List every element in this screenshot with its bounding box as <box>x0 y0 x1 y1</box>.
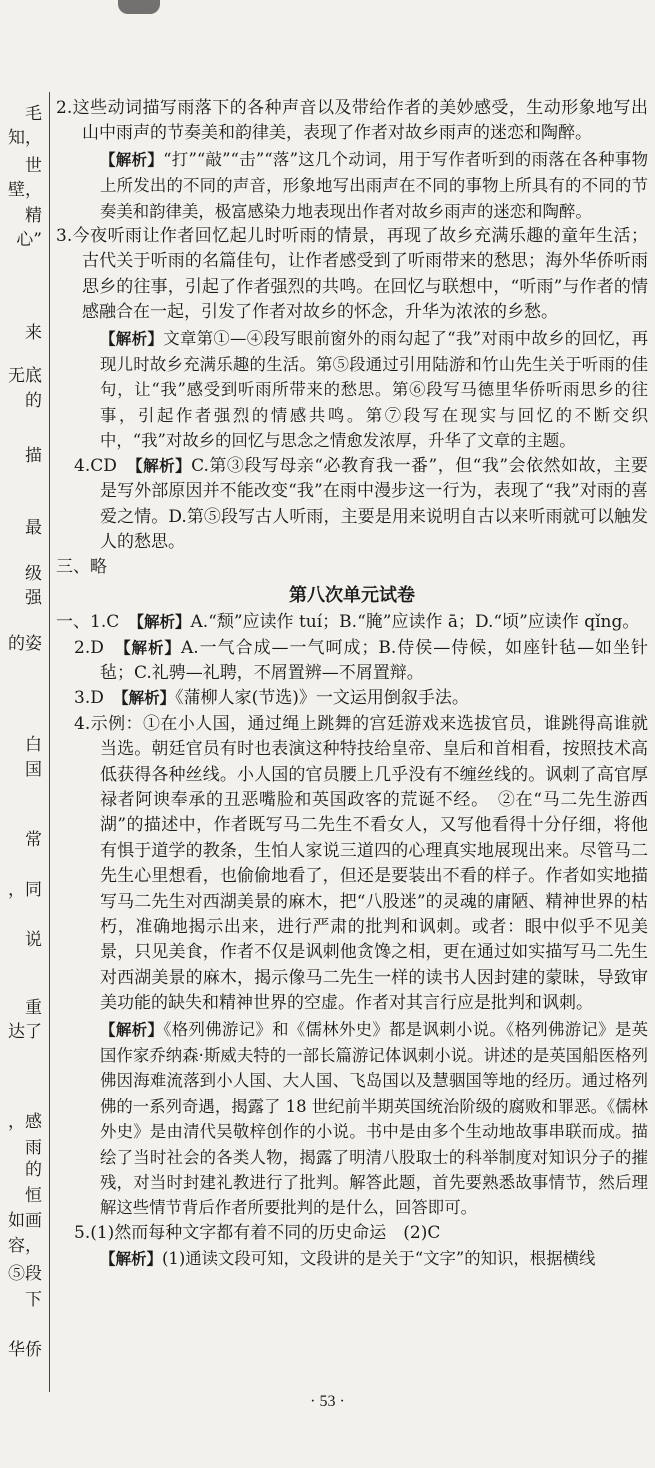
s5-answer: 5.(1)然而每种文字都有着不同的历史命运 (2)C <box>74 1222 441 1243</box>
left-column-fragment: 华侨 <box>8 1340 42 1360</box>
analysis-tag: 【解析】 <box>100 329 164 348</box>
s1-item <box>56 610 648 635</box>
q3-answer: 3.今夜听雨让作者回忆起儿时听雨的情景，再现了故乡充满乐趣的童年生活；古代关于听雨的名篇佳句，让作者感受到了听雨带来的愁思；海外华侨听雨思乡的往事，引起了作者强烈的共鸣。在回忆与联想中，“听雨”与作者的情感融合在一起，引发了作者对故乡的怀念，升华为浓浓的乡愁。 <box>56 226 648 323</box>
left-column-fragment: 毛 <box>25 104 42 124</box>
left-column-fragment: ⑤段 <box>8 1264 42 1284</box>
analysis-tag: 【解析】 <box>100 150 164 169</box>
left-column-fragment: 壁， <box>8 180 42 200</box>
left-column-fragment: 精 <box>25 206 42 226</box>
left-column-fragment: 的 <box>25 391 42 411</box>
q2-analysis <box>56 147 648 224</box>
column-divider <box>49 92 50 1392</box>
analysis-tag: 【解析】 <box>122 638 181 657</box>
left-column-fragment: 最 <box>25 518 42 538</box>
left-column-fragments <box>0 96 46 1386</box>
part3: 三、略 <box>56 557 107 578</box>
left-column-fragment: ，感 <box>8 1112 42 1132</box>
left-column-fragment: 达了 <box>8 1022 42 1042</box>
left-column-fragment: 无底 <box>8 366 42 386</box>
left-column-fragment: 描 <box>25 446 42 466</box>
left-column-fragment: 如画 <box>8 1211 42 1231</box>
s3-text: 《蒲柳人家(节选)》一文运用倒叙手法。 <box>175 688 469 709</box>
q2-answer: 2.这些动词描写雨落下的各种声音以及带给作者的美妙感受，生动形象地写出山中雨声的节奏美和韵律美，表现了作者对故乡雨声的迷恋和陶醉。 <box>56 98 648 144</box>
s3-prefix: 3.D <box>74 688 104 709</box>
s4-analysis-text: 《格列佛游记》和《儒林外史》都是讽刺小说。《格列佛游记》是英国作家乔纳森·斯威夫特的一部长篇游记体讽刺小说。讲述的是英国船医格列佛因海难流落到小人国、大人国、飞岛国以及慧骃国等地的经历。通过格列佛的一系列奇遇，揭露了 18 世纪前半期英国统治阶级的腐败和罪恶。《儒林外史》是由清代吴敬梓创作的小说。书中是由多个生动地故事串联而成。描绘了当时社会的各类人物，揭露了明清八股取士的科举制度对知识分子的摧残，对当时封建礼教进行了批判。解答此题，首先要熟悉故事情节，然后理解这些情节背后作者所要批判的是什么，回答即可。 <box>100 1019 648 1218</box>
left-column-fragment: 雨 <box>25 1138 42 1158</box>
section-title: 第八次单元试卷 <box>289 584 415 606</box>
left-column-fragment: 下 <box>25 1290 42 1310</box>
s5-analysis <box>56 1246 648 1272</box>
analysis-tag: 【解析】 <box>136 613 191 632</box>
left-column-fragment: 来 <box>25 323 42 343</box>
left-column-fragment: 恒 <box>25 1186 42 1206</box>
s2-prefix: 2.D <box>74 637 104 658</box>
q3-analysis-text: 文章第①—④段写眼前窗外的雨勾起了“我”对雨中故乡的回忆，再现儿时故乡充满乐趣的生活。第⑤段通过引用陆游和竹山先生关于听雨的佳句，让“我”感受到听雨所带来的愁思。第⑥段写马德里华侨听雨思乡的往事，引起作者强烈的情感共鸣。第⑦段写在现实与回忆的不断交织中，“我”对故乡的回忆与思念之情愈发浓厚，升华了文章的主题。 <box>100 328 648 451</box>
s2-item <box>56 636 648 687</box>
left-column-fragment: 知， <box>8 128 42 148</box>
analysis-tag: 【解析】 <box>120 689 176 708</box>
s1-text: A.“颓”应读作 tuí；B.“腌”应读作 ā；D.“顷”应读作 qǐng。 <box>190 612 640 633</box>
left-column-fragment: 常 <box>25 830 42 850</box>
q4-analysis-text: C.第③段写母亲“必教育我一番”，但“我”会依然如故，主要是写外部原因并不能改变“我”在雨中漫步这一行为，表现了“我”对雨的喜爱之情。D.第⑤段写古人听雨，主要是用来说明自古以来听雨就可以触发人的愁思。 <box>100 455 648 552</box>
left-column-fragment: 心” <box>16 230 42 250</box>
answer-content <box>56 96 648 1273</box>
q3-analysis <box>56 326 648 454</box>
left-column-fragment: 重 <box>25 998 42 1018</box>
page-number: · 53 · <box>310 1393 345 1410</box>
s1-prefix: 一、1.C <box>56 612 120 633</box>
analysis-tag: 【解析】 <box>100 1020 164 1039</box>
left-column-fragment: 容， <box>8 1236 42 1256</box>
top-ink-smudge <box>118 0 160 14</box>
left-column-fragment: 说 <box>25 930 42 950</box>
s4-analysis <box>56 1017 648 1221</box>
s5-analysis-text: (1)通读文段可知，文段讲的是关于“文字”的知识，根据横线 <box>162 1249 596 1269</box>
q2-analysis-text: “打”“敲”“击”“落”这几个动词，用于写作者听到的雨落在各种事物上所发出的不同的声音，形象地写出雨声在不同的事物上所具有的不同的节奏美和韵律美，极富感染力地表现出作者对故乡雨声的迷恋和陶醉。 <box>100 149 648 221</box>
analysis-tag: 【解析】 <box>134 456 192 475</box>
left-column-fragment: 世 <box>25 156 42 176</box>
left-column-fragment: 的姿 <box>8 634 42 654</box>
left-column-fragment: 的 <box>25 1160 42 1180</box>
left-column-fragment: 强 <box>25 588 42 608</box>
q4-prefix: 4.CD <box>74 455 117 476</box>
analysis-tag: 【解析】 <box>100 1250 163 1269</box>
s4-answer: 4.示例：①在小人国，通过绳上跳舞的宫廷游戏来选拔官员，谁跳得高谁就当选。朝廷官员有时也表演这种特技给皇帝、皇后和首相看，按照技术高低获得各种丝线。小人国的官员腰上几乎没有不缠丝线的。讽刺了高官厚禄者阿谀奉承的丑恶嘴脸和英国政客的荒诞不经。 ②在“马二先生游西湖”的描述中，作者既写马二先生不看女人，又写他看得十分仔细，将他有惧于道学的教条，生怕人家说三道四的心理真实地展现出来。尽管马二先生心里想看，也偷偷地看了，但还是要装出不看的样子。作者如实地描写马二先生对西湖美景的麻木，把“八股迷”的灵魂的庸陋、精神世界的枯朽，准确地揭示出来，进行严肃的批判和讽刺。或者：眼中似乎不见美景，只见美食，作者不仅是讽刺他贪馋之相，更在通过如实描写马二先生对西湖美景的麻木，揭示像马二先生一样的读书人因封建的蒙昧，导致审美功能的缺失和精神世界的空虚。作者对其言行应是批判和讽刺。 <box>74 713 648 1014</box>
left-column-fragment: 级 <box>25 564 42 584</box>
s3-item <box>56 686 648 711</box>
left-column-fragment: 国 <box>25 760 42 780</box>
left-column-fragment: 白 <box>25 735 42 755</box>
s2-text: A.一气合成—一气呵成；B.侍侯—侍候，如座针毡—如坐针毡；C.礼骋—礼聘，不屑置辨—不屑置辩。 <box>100 637 648 683</box>
q4-answer <box>56 454 648 556</box>
left-column-fragment: ，同 <box>8 880 42 900</box>
